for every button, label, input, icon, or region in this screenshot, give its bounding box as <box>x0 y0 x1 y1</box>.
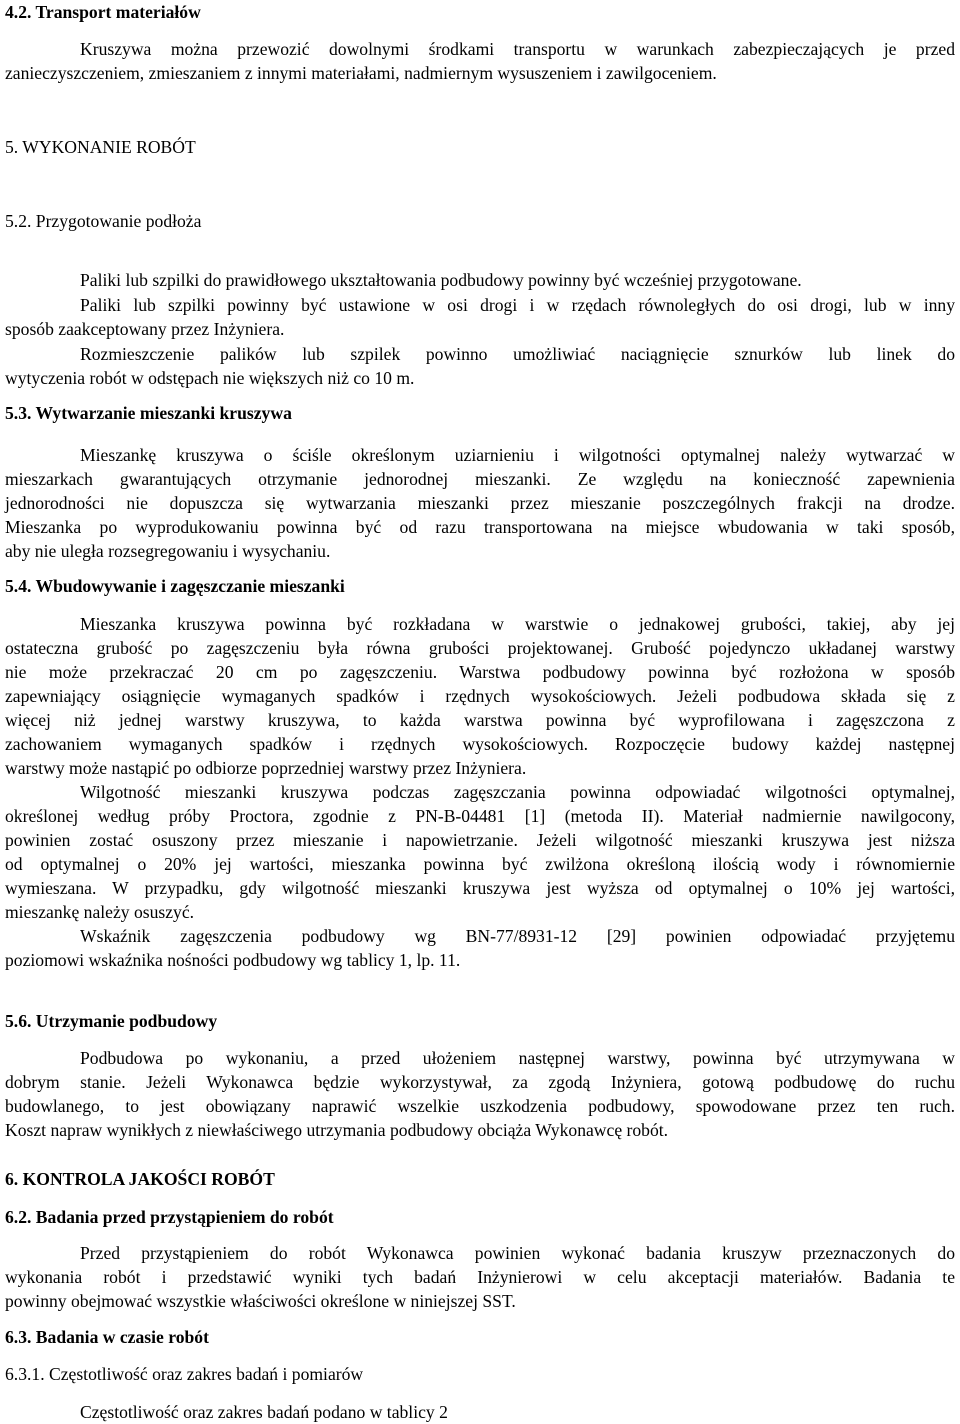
section-heading: 6.3. Badania w czasie robót <box>5 1327 209 1347</box>
text-line: zapewniający osiągnięcie wymaganych spadków i rzędnych wysokościowych. Jeżeli podbudowa składa się z <box>5 686 955 706</box>
text-line: od optymalnej o 20% jej wartości, mieszanka powinna być zwilżona określoną ilością wody i równomiernie <box>5 854 955 874</box>
text-line: poziomowi wskaźnika nośności podbudowy wg tablicy 1, lp. 11. <box>5 950 461 970</box>
text-line: Paliki lub szpilki do prawidłowego ukształtowania podbudowy powinny być wcześniej przygotowane. <box>80 270 802 290</box>
text-line: zachowaniem wymaganych spadków i rzędnych wysokościowych. Rozpoczęcie budowy każdej następnej <box>5 734 955 754</box>
text-line: mieszankę należy osuszyć. <box>5 902 195 922</box>
text-line: więcej niż jednej warstwy kruszywa, to każda warstwa powinna być wyprofilowana i zagęszczona z <box>5 710 955 730</box>
text-line: Wilgotność mieszanki kruszywa podczas zagęszczania powinna odpowiadać wilgotności optymalnej, <box>80 782 955 802</box>
section-heading: 6.2. Badania przed przystąpieniem do robót <box>5 1207 334 1227</box>
text-line: ostateczna grubość po zagęszczeniu była równa grubości projektowanej. Grubość pojedynczo układanej warstwy <box>5 638 955 658</box>
text-line: powinien zostać osuszony przez mieszanie i napowietrzanie. Jeżeli wilgotność mieszanki kruszywa jest niższa <box>5 830 955 850</box>
text-line: określonej według próby Proctora, zgodnie z PN-B-04481 [1] (metoda II). Materiał nadmiernie nawilgocony, <box>5 806 955 826</box>
text-line: Paliki lub szpilki powinny być ustawione w osi drogi i w rzędach równoległych do osi drogi, lub w inny <box>80 295 955 315</box>
text-line: Kruszywa można przewozić dowolnymi środkami transportu w warunkach zabezpieczających je przed <box>80 39 955 59</box>
text-line: wykonania robót i przedstawić wyniki tych badań Inżynierowi w celu akceptacji materiałów. Badania te <box>5 1267 955 1287</box>
section-heading: 4.2. Transport materiałów <box>5 2 201 22</box>
text-line: Koszt napraw wynikłych z niewłaściwego utrzymania podbudowy obciąża Wykonawcę robót. <box>5 1120 669 1140</box>
section-heading: 6. KONTROLA JAKOŚCI ROBÓT <box>5 1169 275 1189</box>
section-heading: 5.4. Wbudowywanie i zagęszczanie mieszanki <box>5 576 345 596</box>
text-line: mieszarkach gwarantujących otrzymanie jednorodnej mieszanki. Ze względu na konieczność zapewnienia <box>5 469 955 489</box>
text-line: 5.2. Przygotowanie podłoża <box>5 211 202 231</box>
text-line: budowlanego, to jest obowiązany naprawić wszelkie uszkodzenia podbudowy, spowodowane przez ten ruch. <box>5 1096 955 1116</box>
section-heading: 5.6. Utrzymanie podbudowy <box>5 1011 218 1031</box>
text-line: Rozmieszczenie palików lub szpilek powinno umożliwiać naciągnięcie sznurków lub linek do <box>80 344 955 364</box>
text-line: Mieszankę kruszywa o ściśle określonym uziarnieniu i wilgotności optymalnej należy wytwarzać w <box>80 445 955 465</box>
text-line: Wskaźnik zagęszczenia podbudowy wg BN-77/8931-12 [29] powinien odpowiadać przyjętemu <box>80 926 955 946</box>
text-line: dobrym stanie. Jeżeli Wykonawca będzie wykorzystywał, za zgodą Inżyniera, gotową podbudowę do ruchu <box>5 1072 955 1092</box>
text-line: sposób zaakceptowany przez Inżyniera. <box>5 319 285 339</box>
text-line: 6.3.1. Częstotliwość oraz zakres badań i pomiarów <box>5 1364 364 1384</box>
text-line: aby nie uległa rozsegregowaniu i wysychaniu. <box>5 541 331 561</box>
text-line: warstwy może nastąpić po odbiorze poprzedniej warstwy przez Inżyniera. <box>5 758 527 778</box>
text-line: 5. WYKONANIE ROBÓT <box>5 137 196 157</box>
text-line: powinny obejmować wszystkie właściwości określone w niniejszej SST. <box>5 1291 516 1311</box>
text-line: Przed przystąpieniem do robót Wykonawca powinien wykonać badania kruszyw przeznaczonych do <box>80 1243 955 1263</box>
section-heading: 5.3. Wytwarzanie mieszanki kruszywa <box>5 403 292 423</box>
text-line: Mieszanka kruszywa powinna być rozkładana w warstwie o jednakowej grubości, takiej, aby jej <box>80 614 955 634</box>
text-line: wymieszana. W przypadku, gdy wilgotność mieszanki kruszywa jest wyższa od optymalnej o 10% jej wartości, <box>5 878 955 898</box>
text-line: wytyczenia robót w odstępach nie większych niż co 10 m. <box>5 368 415 388</box>
text-line: jednorodności nie dopuszcza się wytwarzania mieszanki przez mieszanie poszczególnych frakcji na drodze. <box>5 493 955 513</box>
text-line: Mieszanka po wyprodukowaniu powinna być od razu transportowana na miejsce wbudowania w taki sposób, <box>5 517 955 537</box>
text-line: Częstotliwość oraz zakres badań podano w tablicy 2 <box>80 1402 448 1422</box>
text-line: nie może przekraczać 20 cm po zagęszczeniu. Warstwa podbudowy powinna być rozłożona w sposób <box>5 662 955 682</box>
text-line: zanieczyszczeniem, zmieszaniem z innymi materiałami, nadmiernym wysuszeniem i zawilgoceniem. <box>5 63 717 83</box>
text-line: Podbudowa po wykonaniu, a przed ułożeniem następnej warstwy, powinna być utrzymywana w <box>80 1048 955 1068</box>
